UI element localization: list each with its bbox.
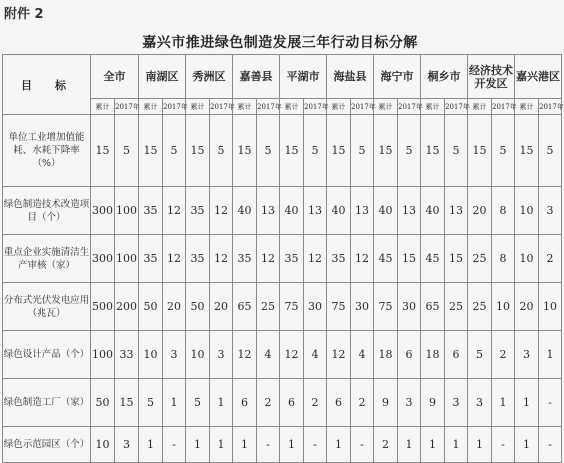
table-cell: 1 [398, 427, 421, 463]
table-cell: 15 [515, 115, 539, 187]
table-cell: 2 [492, 331, 515, 379]
cumulative-subheader: 累计 [280, 99, 304, 115]
table-cell: 1 [539, 331, 562, 379]
table-cell: 4 [351, 331, 374, 379]
row-label: 分布式光伏发电应用（兆瓦） [3, 283, 91, 331]
row-label: 绿色示范园区（个） [3, 427, 91, 463]
table-cell: - [304, 427, 327, 463]
table-cell: 5 [139, 379, 163, 427]
region-header: 全市 [91, 55, 139, 99]
table-cell: 25 [468, 235, 492, 283]
table-cell: 10 [186, 331, 210, 379]
table-cell: 40 [233, 187, 257, 235]
table-cell: 5 [492, 115, 515, 187]
table-row [3, 235, 562, 283]
table-cell: 3 [515, 331, 539, 379]
table-cell: 15 [398, 235, 421, 283]
table-cell: 10 [492, 283, 515, 331]
table-cell: 2 [351, 379, 374, 427]
table-cell: 35 [280, 235, 304, 283]
table-cell: - [351, 427, 374, 463]
cumulative-subheader: 累计 [186, 99, 210, 115]
row-label: 重点企业实施清洁生产审核（家） [3, 235, 91, 283]
cumulative-subheader: 累计 [327, 99, 351, 115]
table-cell: 15 [115, 379, 139, 427]
year-2017-subheader: 2017年 [351, 99, 374, 115]
table-cell: 5 [304, 115, 327, 187]
region-header: 秀洲区 [186, 55, 233, 99]
table-cell: 5 [163, 115, 186, 187]
table-cell: 6 [445, 331, 468, 379]
table-cell: 45 [374, 235, 398, 283]
table-cell: 13 [304, 187, 327, 235]
table-cell: 30 [398, 283, 421, 331]
target-header: 目 标 [3, 55, 91, 115]
table-cell: 6 [280, 379, 304, 427]
document-title: 嘉兴市推进绿色制造发展三年行动目标分解 [142, 35, 418, 51]
table-cell: 12 [257, 235, 280, 283]
table-cell: 9 [421, 379, 445, 427]
region-header: 经济技术开发区 [468, 55, 515, 99]
table-cell: 6 [398, 331, 421, 379]
table-cell: 1 [163, 379, 186, 427]
table-cell: 15 [91, 115, 115, 187]
year-2017-subheader: 2017年 [115, 99, 139, 115]
row-label: 绿色制造工厂（家） [3, 379, 91, 427]
table-cell: - [539, 427, 562, 463]
table-cell: 300 [91, 187, 115, 235]
table-cell: 1 [468, 427, 492, 463]
table-cell: 40 [280, 187, 304, 235]
table-cell: 35 [186, 187, 210, 235]
table-cell: 200 [115, 283, 139, 331]
table-cell: 13 [257, 187, 280, 235]
table-cell: 500 [91, 283, 115, 331]
table-cell: 6 [327, 379, 351, 427]
table-cell: 5 [210, 115, 233, 187]
table-cell: 1 [492, 379, 515, 427]
table-cell: 12 [327, 331, 351, 379]
table-cell: 15 [421, 115, 445, 187]
table-cell: 5 [468, 331, 492, 379]
table-row [3, 283, 562, 331]
annex-label: 附件 2 [4, 7, 44, 22]
table-cell: 50 [186, 283, 210, 331]
table-cell: 75 [280, 283, 304, 331]
table-row [3, 115, 562, 187]
year-2017-subheader: 2017年 [492, 99, 515, 115]
table-cell: 3 [210, 331, 233, 379]
table-cell: 25 [445, 283, 468, 331]
cumulative-subheader: 累计 [233, 99, 257, 115]
table-cell: 3 [398, 379, 421, 427]
table-cell: 8 [492, 235, 515, 283]
table-cell: 15 [327, 115, 351, 187]
table-cell: 1 [186, 427, 210, 463]
region-header: 嘉兴港区 [515, 55, 562, 99]
table-cell: 1 [210, 379, 233, 427]
table-cell: 5 [445, 115, 468, 187]
table-cell: 4 [257, 331, 280, 379]
cumulative-subheader: 累计 [515, 99, 539, 115]
table-cell: 18 [374, 331, 398, 379]
table-cell: 75 [327, 283, 351, 331]
table-cell: 2 [257, 379, 280, 427]
table-row [3, 427, 562, 463]
table-cell: 12 [163, 187, 186, 235]
year-2017-subheader: 2017年 [210, 99, 233, 115]
table-cell: - [257, 427, 280, 463]
table-row [3, 187, 562, 235]
table-cell: 35 [139, 235, 163, 283]
table-cell: 40 [327, 187, 351, 235]
table-cell: 30 [351, 283, 374, 331]
region-header: 桐乡市 [421, 55, 468, 99]
year-2017-subheader: 2017年 [163, 99, 186, 115]
table-cell: 65 [421, 283, 445, 331]
target-table [2, 54, 562, 463]
table-cell: 30 [304, 283, 327, 331]
table-row [3, 379, 562, 427]
table-cell: 2 [374, 427, 398, 463]
year-2017-subheader: 2017年 [445, 99, 468, 115]
region-header: 南湖区 [139, 55, 186, 99]
table-cell: 15 [233, 115, 257, 187]
table-cell: 5 [257, 115, 280, 187]
table-cell: 20 [468, 187, 492, 235]
table-cell: 12 [351, 235, 374, 283]
table-cell: 100 [115, 187, 139, 235]
table-cell: 3 [445, 379, 468, 427]
table-cell: 20 [515, 283, 539, 331]
table-cell: 9 [374, 379, 398, 427]
table-cell: 35 [139, 187, 163, 235]
region-header: 平湖市 [280, 55, 327, 99]
table-cell: 2 [304, 379, 327, 427]
table-cell: 12 [163, 235, 186, 283]
table-row [3, 331, 562, 379]
table-cell: 33 [115, 331, 139, 379]
cumulative-subheader: 累计 [91, 99, 115, 115]
table-cell: 3 [539, 187, 562, 235]
table-cell: 4 [304, 331, 327, 379]
region-header: 嘉善县 [233, 55, 280, 99]
table-cell: 40 [374, 187, 398, 235]
table-cell: 100 [115, 235, 139, 283]
table-cell: 40 [421, 187, 445, 235]
table-cell: - [539, 379, 562, 427]
table-cell: 300 [91, 235, 115, 283]
table-cell: 12 [210, 235, 233, 283]
table-cell: 50 [139, 283, 163, 331]
table-cell: 100 [91, 331, 115, 379]
table-cell: - [163, 427, 186, 463]
row-label: 单位工业增加值能耗、水耗下降率（%） [3, 115, 91, 187]
table-cell: 50 [91, 379, 115, 427]
year-2017-subheader: 2017年 [539, 99, 562, 115]
table-cell: 13 [445, 187, 468, 235]
cumulative-subheader: 累计 [468, 99, 492, 115]
table-cell: 20 [163, 283, 186, 331]
table-cell: 35 [327, 235, 351, 283]
table-cell: 15 [468, 115, 492, 187]
table-cell: 5 [398, 115, 421, 187]
table-cell: 1 [421, 427, 445, 463]
table-cell: 1 [515, 379, 539, 427]
cumulative-subheader: 累计 [374, 99, 398, 115]
table-cell: 6 [233, 379, 257, 427]
table-cell: - [492, 427, 515, 463]
table-cell: 65 [233, 283, 257, 331]
table-cell: 3 [115, 427, 139, 463]
table-cell: 1 [233, 427, 257, 463]
table-cell: 12 [233, 331, 257, 379]
table-cell: 10 [139, 331, 163, 379]
table-cell: 75 [374, 283, 398, 331]
year-2017-subheader: 2017年 [304, 99, 327, 115]
region-header: 海盐县 [327, 55, 374, 99]
table-cell: 35 [233, 235, 257, 283]
cumulative-subheader: 累计 [139, 99, 163, 115]
table-cell: 35 [186, 235, 210, 283]
table-cell: 13 [351, 187, 374, 235]
table-cell: 5 [115, 115, 139, 187]
row-label: 绿色制造技术改造项目（个） [3, 187, 91, 235]
table-cell: 13 [398, 187, 421, 235]
table-cell: 15 [445, 235, 468, 283]
table-cell: 15 [280, 115, 304, 187]
table-cell: 1 [445, 427, 468, 463]
year-2017-subheader: 2017年 [398, 99, 421, 115]
table-cell: 8 [492, 187, 515, 235]
table-cell: 20 [210, 283, 233, 331]
table-cell: 3 [468, 379, 492, 427]
cumulative-subheader: 累计 [421, 99, 445, 115]
table-cell: 10 [539, 283, 562, 331]
region-header: 海宁市 [374, 55, 421, 99]
table-cell: 10 [91, 427, 115, 463]
table-cell: 1 [327, 427, 351, 463]
table-cell: 18 [421, 331, 445, 379]
table-cell: 10 [515, 187, 539, 235]
table-cell: 3 [163, 331, 186, 379]
table-cell: 12 [210, 187, 233, 235]
table-cell: 12 [304, 235, 327, 283]
year-2017-subheader: 2017年 [257, 99, 280, 115]
table-cell: 25 [257, 283, 280, 331]
table-cell: 15 [139, 115, 163, 187]
table-cell: 1 [280, 427, 304, 463]
row-label: 绿色设计产品（个） [3, 331, 91, 379]
table-cell: 10 [515, 235, 539, 283]
table-cell: 5 [351, 115, 374, 187]
table-cell: 1 [139, 427, 163, 463]
table-cell: 1 [210, 427, 233, 463]
table-cell: 15 [186, 115, 210, 187]
table-cell: 45 [421, 235, 445, 283]
table-cell: 5 [539, 115, 562, 187]
table-cell: 5 [186, 379, 210, 427]
table-cell: 2 [539, 235, 562, 283]
table-cell: 25 [468, 283, 492, 331]
table-cell: 12 [280, 331, 304, 379]
table-cell: 15 [374, 115, 398, 187]
table-cell: 1 [515, 427, 539, 463]
